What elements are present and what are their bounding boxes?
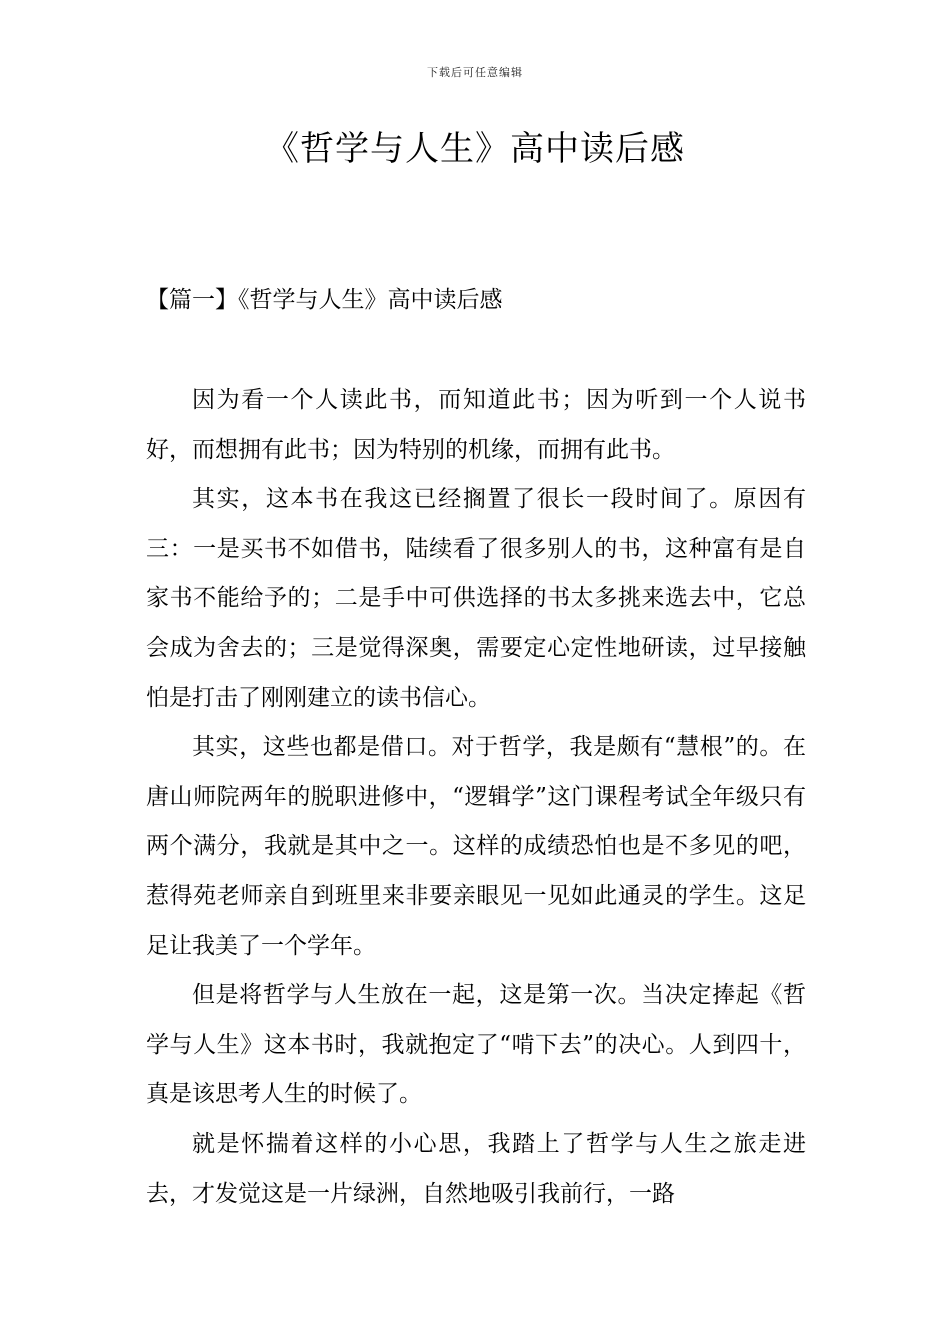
paragraph: 因为看一个人读此书，而知道此书；因为听到一个人说书好，而想拥有此书；因为特别的机缘，而拥有此书。: [146, 387, 806, 463]
paragraph: 但是将哲学与人生放在一起，这是第一次。当决定捧起《哲学与人生》这本书时，我就抱定了“啃下去”的决心。人到四十，真是该思考人生的时候了。: [146, 982, 806, 1108]
paragraph: 就是怀揣着这样的小心思，我踏上了哲学与人生之旅走进去，才发觉这是一片绿洲，自然地吸引我前行，一路: [146, 1130, 806, 1207]
body-text: [146, 376, 806, 1219]
paragraph: 其实，这本书在我这已经搁置了很长一段时间了。原因有三：一是买书不如借书，陆续看了很多别人的书，这种富有是自家书不能给予的；二是手中可供选择的书太多挑来选去中，它总会成为舍去的；三是觉得深奥，需要定心定性地研读，过早接触怕是打击了刚刚建立的读书信心。: [146, 486, 806, 711]
header-note: 下载后可任意编辑: [427, 66, 523, 79]
document-title: 《哲学与人生》高中读后感: [265, 129, 685, 169]
section-heading: 【篇一】《哲学与人生》高中读后感: [146, 287, 503, 313]
paragraph: 其实，这些也都是借口。对于哲学，我是颇有“慧根”的。在唐山师院两年的脱职进修中，“逻辑学”这门课程考试全年级只有两个满分，我就是其中之一。这样的成绩恐怕也是不多见的吧，惹得苑老师亲自到班里来非要亲眼见一见如此通灵的学生。这足足让我美了一个学年。: [146, 734, 806, 959]
